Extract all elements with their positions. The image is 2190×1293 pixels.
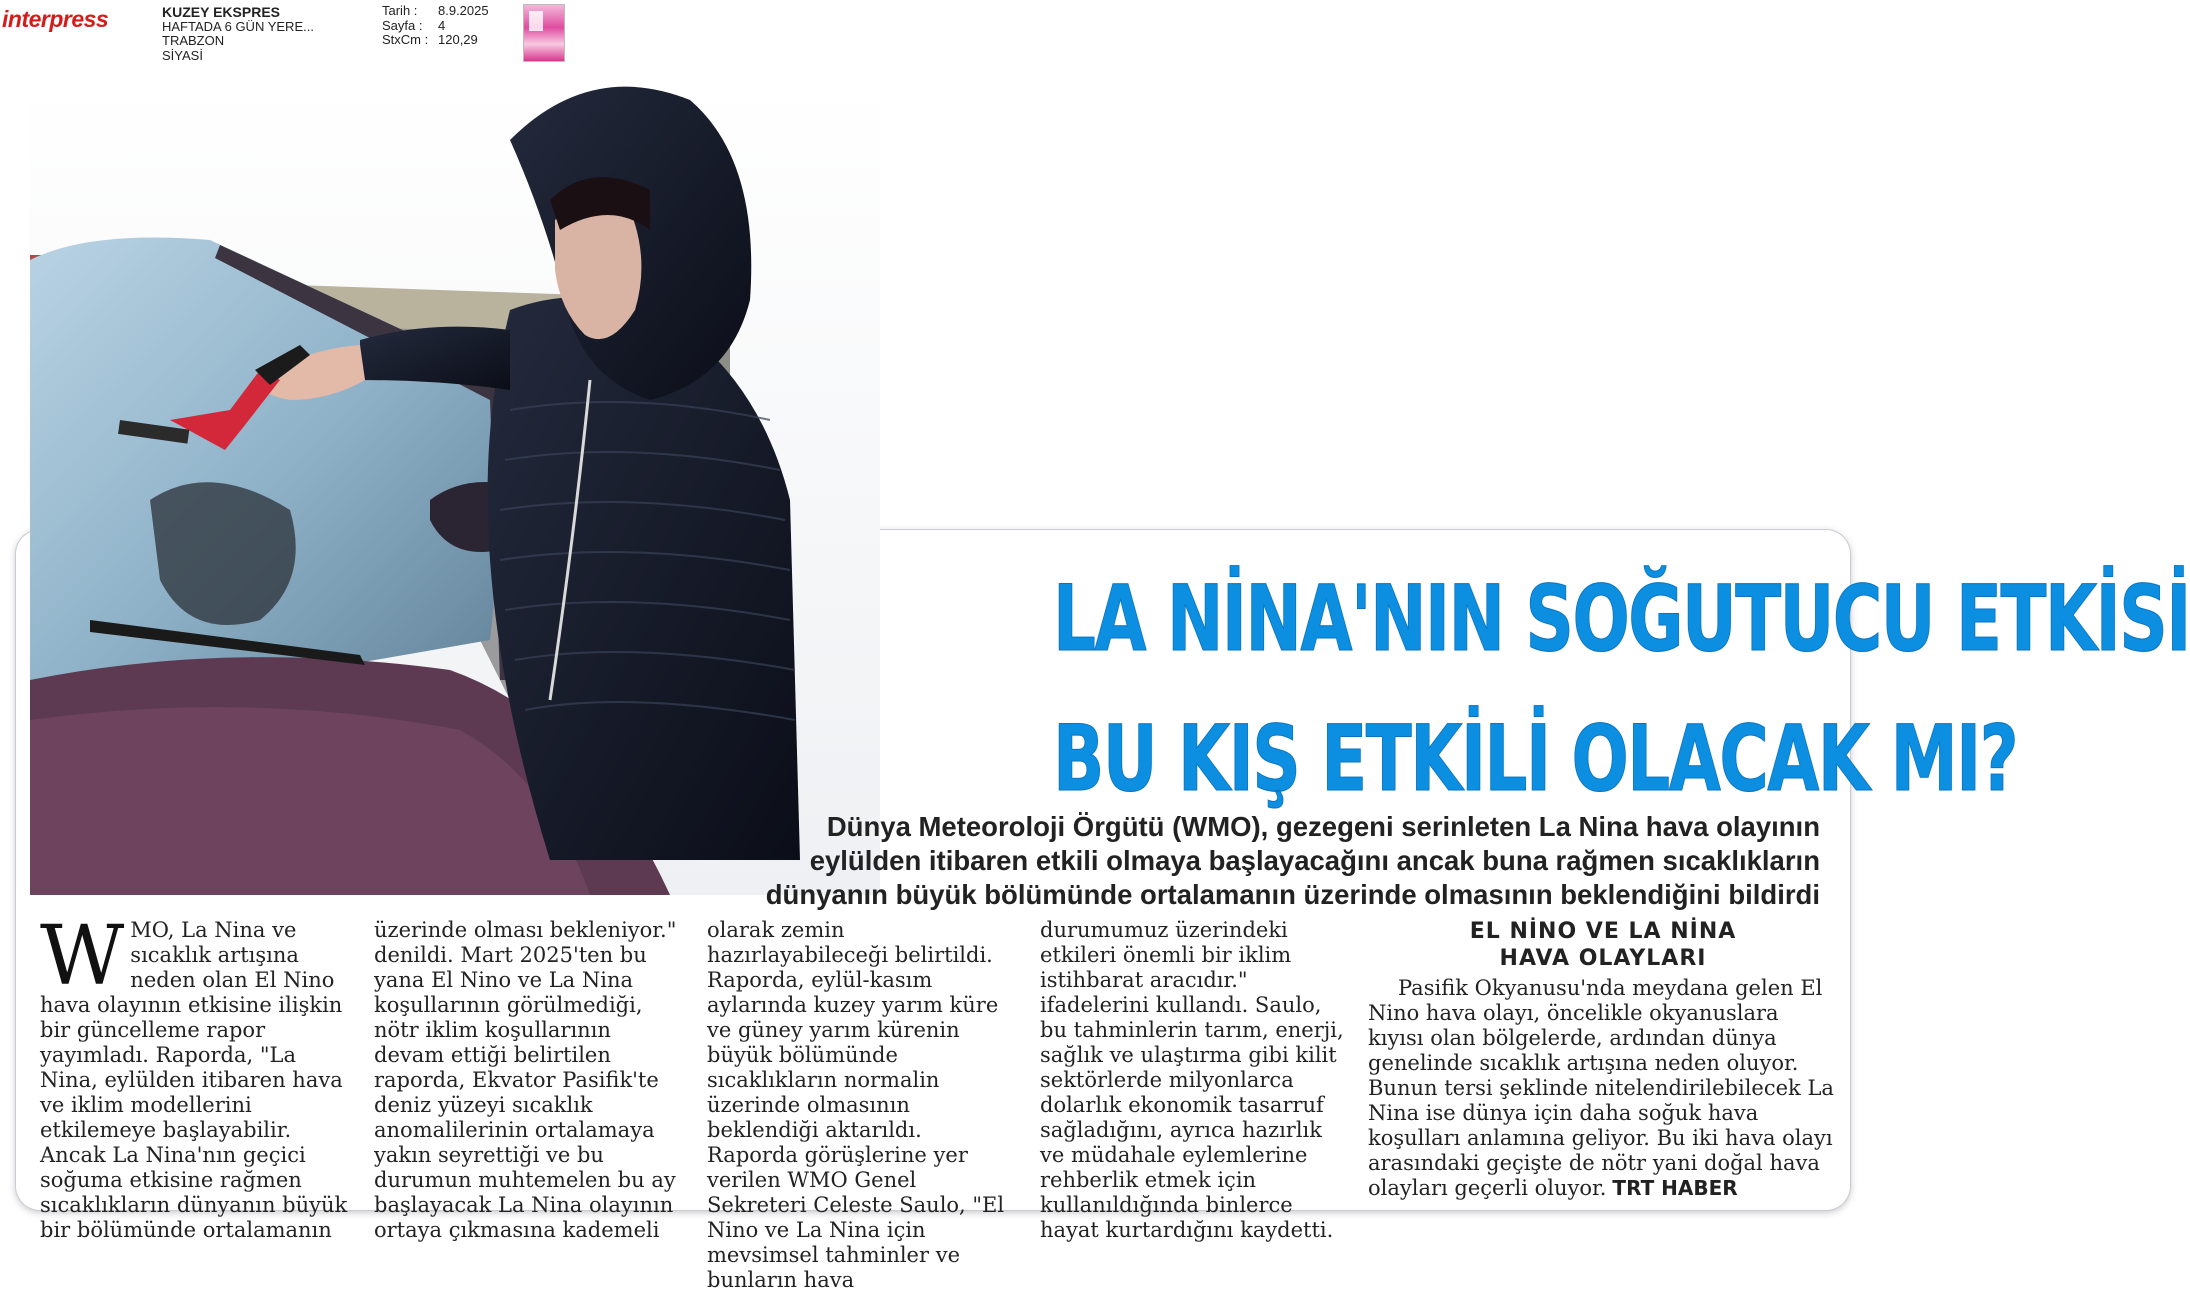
byline: TRT HABER bbox=[1612, 1176, 1738, 1200]
subheading-line-1: EL NİNO VE LA NİNA bbox=[1469, 919, 1737, 944]
publication-category: SİYASİ bbox=[162, 47, 203, 63]
body-column-5-text: Pasifik Okyanusu'nda meydana gelen El Nino hava olayı, öncelikle okyanuslara kıyısı olan bölgelerde, ardından dünya genelinde sıcaklık artışına neden oluyor. Bunun tersi şeklinde nitelendirilebilecek La Nina ise dünya için daha soğuk hava koşulları anlamına geliyor. Bu iki hava olayı arasındaki geçişte de nötr yani doğal hava olayları geçerli oluyor. bbox=[1368, 976, 1834, 1200]
publication-info bbox=[162, 5, 314, 63]
body-column-1-text: MO, La Nina ve sıcaklık artışına neden olan El Nino hava olayının etkisine ilişkin bir güncelleme rapor yayımladı. Raporda, "La Nina, eylülden itibaren hava ve iklim modellerini etkilemeye başlayabilir. Ancak La Nina'nın geçici soğuma etkisine rağmen sıcaklıkların dünyanın büyük bir bölümünde ortalamanın bbox=[40, 918, 348, 1242]
headline-line-1: LA NİNA'NIN SOĞUTUCU ETKİSİ bbox=[1053, 567, 2190, 672]
clipping-meta bbox=[382, 4, 489, 48]
drop-cap: W bbox=[40, 909, 125, 1004]
publication-frequency: HAFTADA 6 GÜN YERE... bbox=[162, 18, 314, 34]
page-label: Sayfa : bbox=[382, 17, 423, 33]
subheading bbox=[1368, 918, 1838, 972]
headline-line-2: BU KIŞ ETKİLİ OLACAK MI? bbox=[1053, 707, 2018, 812]
date-value: 8.9.2025 bbox=[438, 3, 489, 18]
subheading-line-2: HAVA OLAYLARI bbox=[1499, 946, 1707, 971]
page-value: 4 bbox=[438, 17, 446, 33]
stxcm-label: StxCm : bbox=[382, 32, 429, 47]
deck-line-2: eylülden itibaren etkili olmaya başlayacağını ancak buna rağmen sıcaklıkların bbox=[809, 845, 1820, 876]
body-column-4: durumumuz üzerindeki etkileri önemli bir iklim istihbarat aracıdır." ifadelerini kullandı. Saulo, bu tahminlerin tarım, enerji, sağlık ve ulaştırma gibi kilit sektörlerde milyonlarca dolarlık ekonomik tasarruf sağladığını, ayrıca hazırlık ve müdahale eylemlerine rehberlik etmek için kullanıldığında binlerce hayat kurtardığını kaydetti. bbox=[1040, 918, 1344, 1242]
stxcm-value: 120,29 bbox=[438, 32, 478, 47]
headline bbox=[780, 550, 2190, 830]
interpress-logo: interpress bbox=[2, 6, 109, 32]
clipping-header bbox=[0, 0, 600, 70]
publication-city: TRABZON bbox=[162, 33, 225, 48]
body-column-1 bbox=[40, 909, 350, 1243]
deck-line-1: Dünya Meteoroloji Örgütü (WMO), gezegeni serinleten La Nina hava olayının bbox=[826, 811, 1820, 842]
publication-name: KUZEY EKSPRES bbox=[162, 4, 280, 20]
page-thumbnail[interactable] bbox=[523, 4, 565, 62]
body-column-2: üzerinde olması bekleniyor." denildi. Mart 2025'ten bu yana El Nino ve La Nina koşullarının görülmediği, nötr iklim koşullarının devam ettiği belirtilen raporda, Ekvator Pasifik'te deniz yüzeyi sıcaklık anomalilerinin ortalamaya yakın seyrettiği ve bu durumun muhtemelen bu ay başlayacak La Nina olayının ortaya çıkmasına kademeli bbox=[374, 918, 677, 1242]
deck-line-3: dünyanın büyük bölümünde ortalamanın üzerinde olmasının beklendiğini bildirdi bbox=[765, 879, 1820, 910]
deck bbox=[660, 810, 1820, 912]
article-photo bbox=[30, 80, 880, 895]
body-column-3: olarak zemin hazırlayabileceği belirtildi. Raporda, eylül-kasım aylarında kuzey yarım küre ve güney yarım kürenin büyük bölümünde sıcaklıkların normalin üzerinde olmasının beklendiği aktarıldı. Raporda görüşlerine yer verilen WMO Genel Sekreteri Celeste Saulo, "El Nino ve La Nina için mevsimsel tahminler ve bunların hava bbox=[707, 918, 1005, 1292]
body-column-5 bbox=[1368, 918, 1838, 1201]
date-label: Tarih : bbox=[382, 3, 418, 18]
body-column-5-paragraph bbox=[1368, 976, 1838, 1201]
